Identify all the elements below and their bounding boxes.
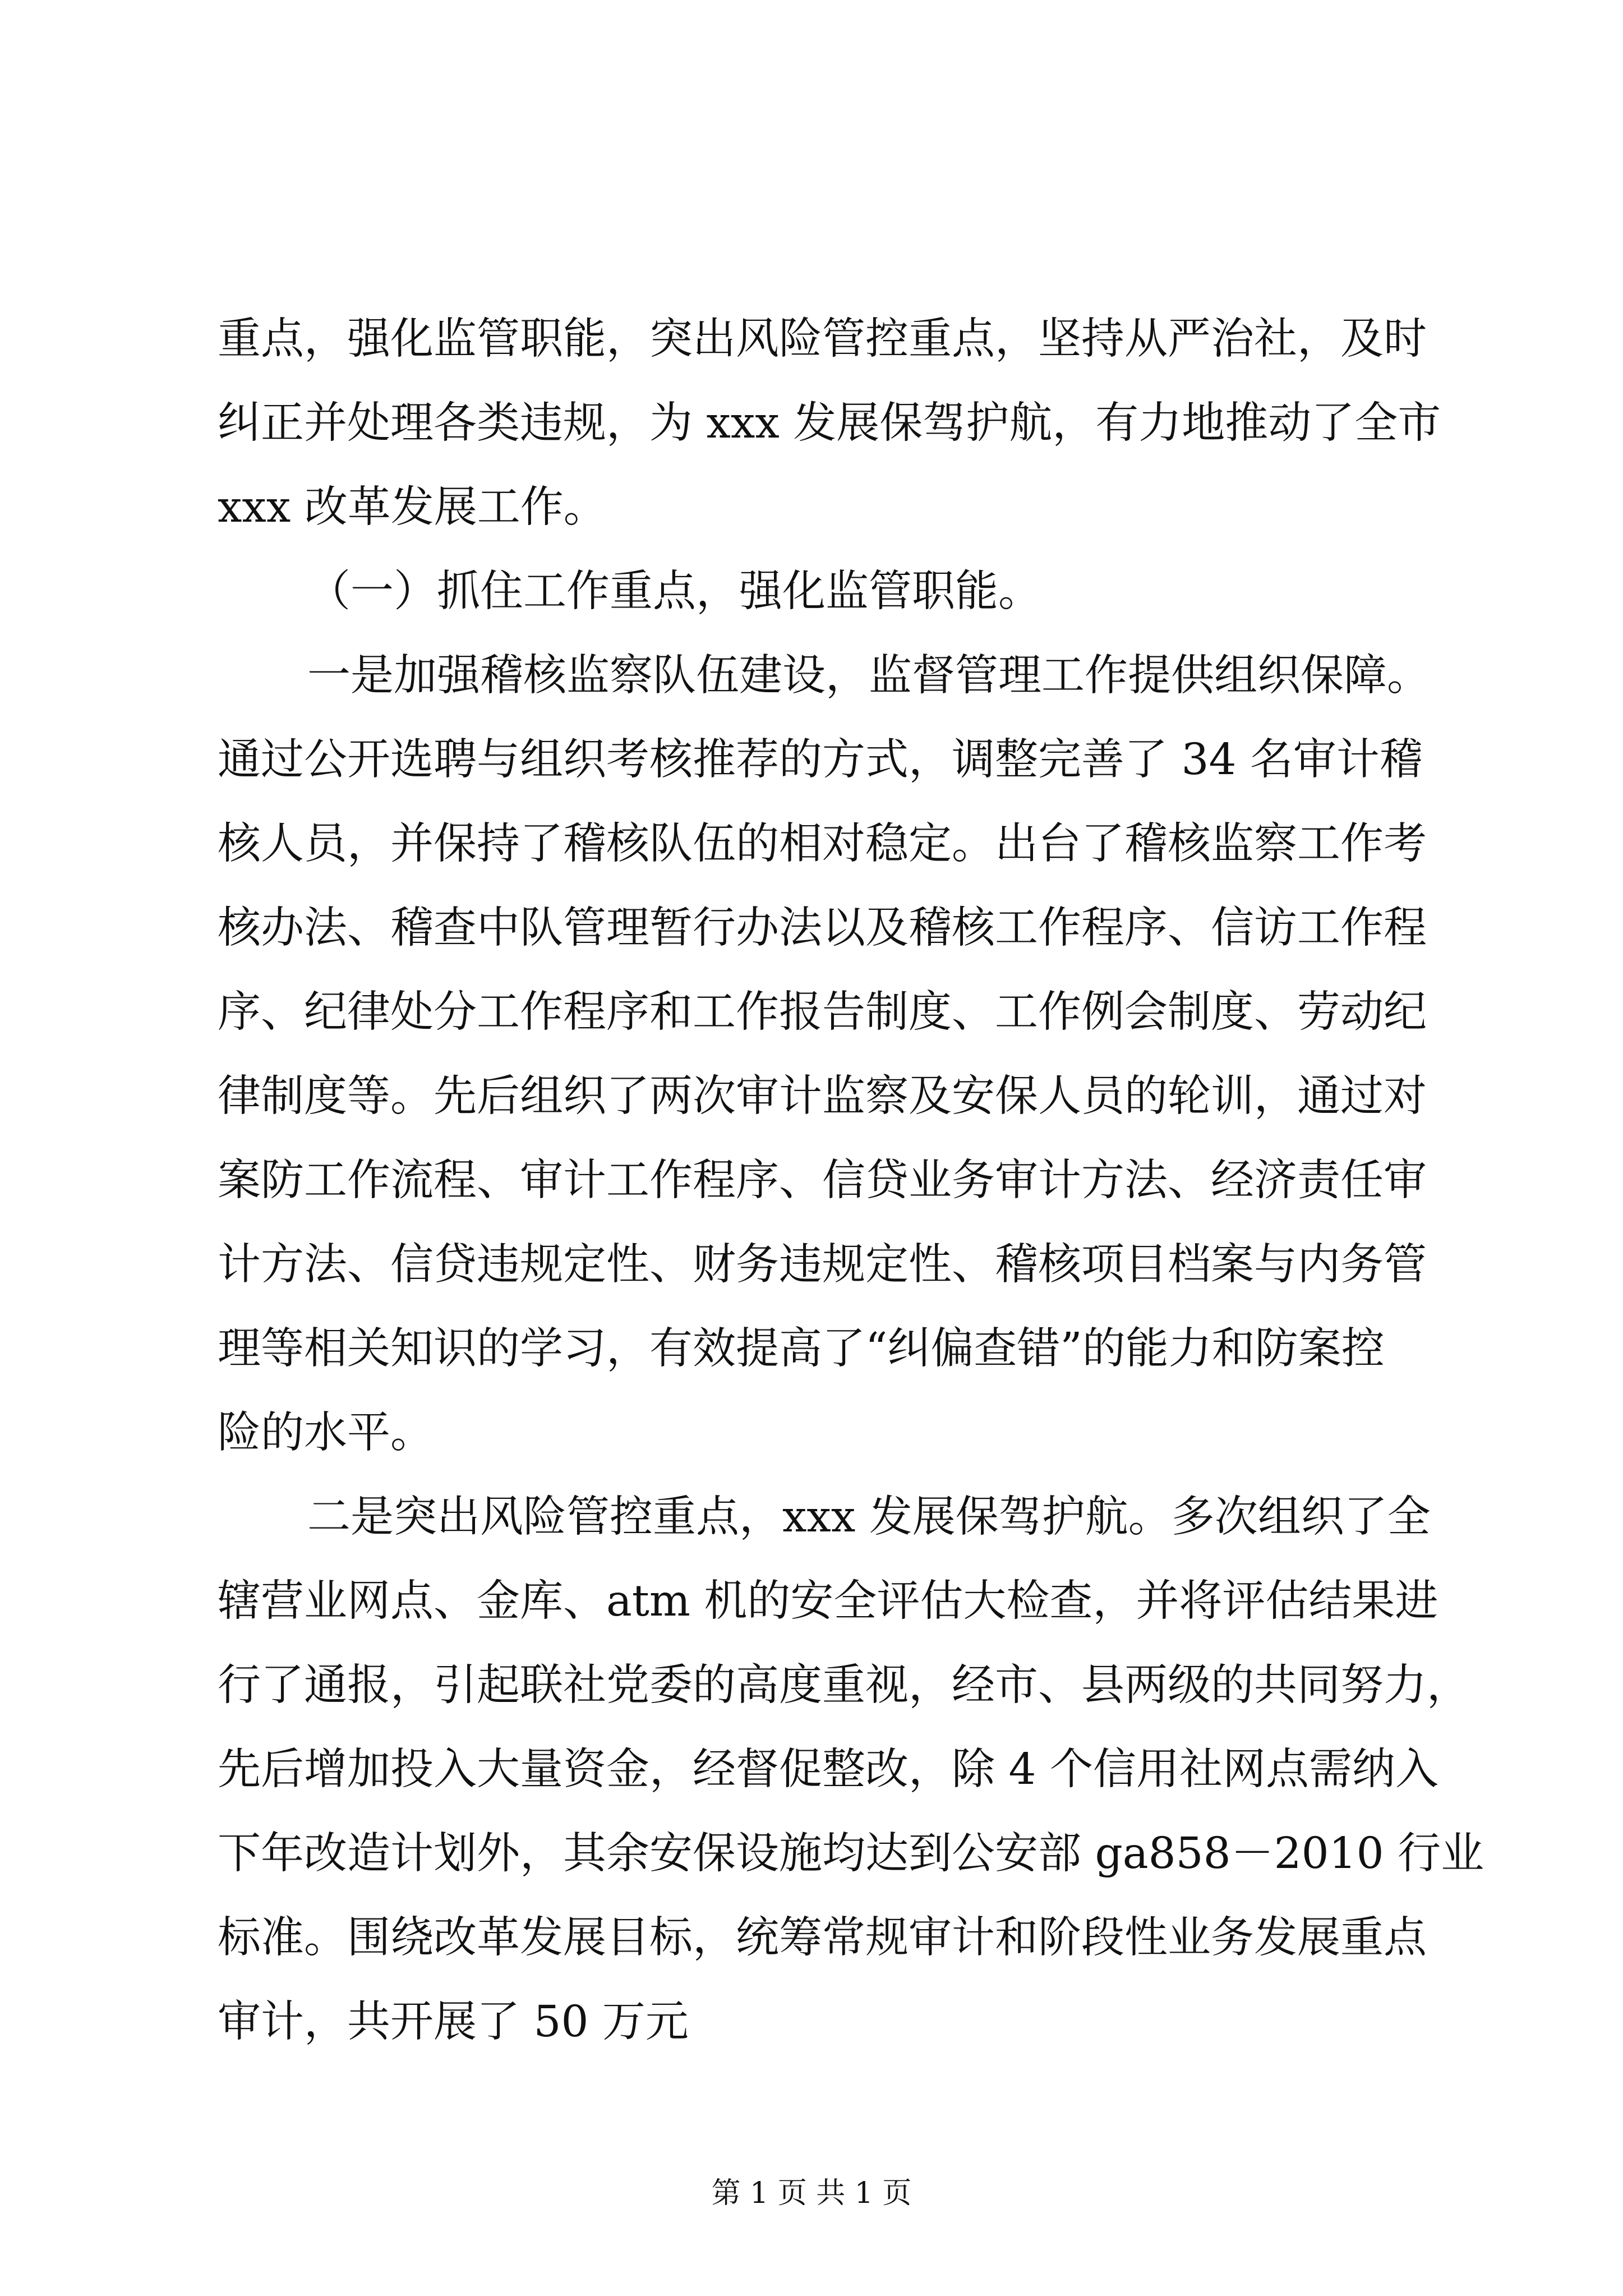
text-line: 计方法、信贷违规定性、财务违规定性、稽核项目档案与内务管 xyxy=(218,1240,1427,1290)
text-line: 序、纪律处分工作程序和工作报告制度、工作例会制度、劳动纪 xyxy=(218,987,1427,1037)
text-line: 核人员，并保持了稽核队伍的相对稳定。出台了稽核监察工作考 xyxy=(218,819,1427,869)
paragraph-start: 一是加强稽核监察队伍建设，监督管理工作提供组织保障。 xyxy=(307,651,1430,701)
text-line: xxx 改革发展工作。 xyxy=(218,482,607,532)
text-line: 核办法、稽查中队管理暂行办法以及稽核工作程序、信访工作程 xyxy=(218,903,1427,953)
text-line: 通过公开选聘与组织考核推荐的方式，调整完善了 34 名审计稽 xyxy=(218,735,1423,785)
document-body xyxy=(218,297,1484,2064)
text-line: 辖营业网点、金库、atm 机的安全评估大检查，并将评估结果进 xyxy=(218,1576,1438,1626)
text-line: 重点，强化监管职能，突出风险管控重点，坚持从严治社，及时 xyxy=(218,314,1427,364)
text-line: 理等相关知识的学习，有效提高了“纠偏查错”的能力和防案控 xyxy=(218,1324,1385,1374)
text-line: 审计，共开展了 50 万元 xyxy=(218,1997,689,2047)
page-number-footer: 第 1 页 共 1 页 xyxy=(711,2177,912,2210)
section-heading: （一）抓住工作重点，强化监管职能。 xyxy=(307,567,1041,616)
text-line: 纠正并处理各类违规，为 xxx 发展保驾护航，有力地推动了全市 xyxy=(218,398,1441,448)
paragraph-start: 二是突出风险管控重点，xxx 发展保驾护航。多次组织了全 xyxy=(307,1492,1431,1542)
text-line: 标准。围绕改革发展目标，统筹常规审计和阶段性业务发展重点 xyxy=(218,1913,1427,1963)
text-line: 险的水平。 xyxy=(218,1408,434,1458)
text-line: 先后增加投入大量资金，经督促整改，除 4 个信用社网点需纳入 xyxy=(218,1745,1438,1795)
text-line: 下年改造计划外，其余安保设施均达到公安部 ga858－2010 行业 xyxy=(218,1829,1484,1879)
text-line: 律制度等。先后组织了两次审计监察及安保人员的轮训，通过对 xyxy=(218,1071,1427,1121)
text-line: 案防工作流程、审计工作程序、信贷业务审计方法、经济责任审 xyxy=(218,1156,1427,1205)
text-line: 行了通报，引起联社党委的高度重视，经市、县两级的共同努力， xyxy=(218,1660,1470,1710)
